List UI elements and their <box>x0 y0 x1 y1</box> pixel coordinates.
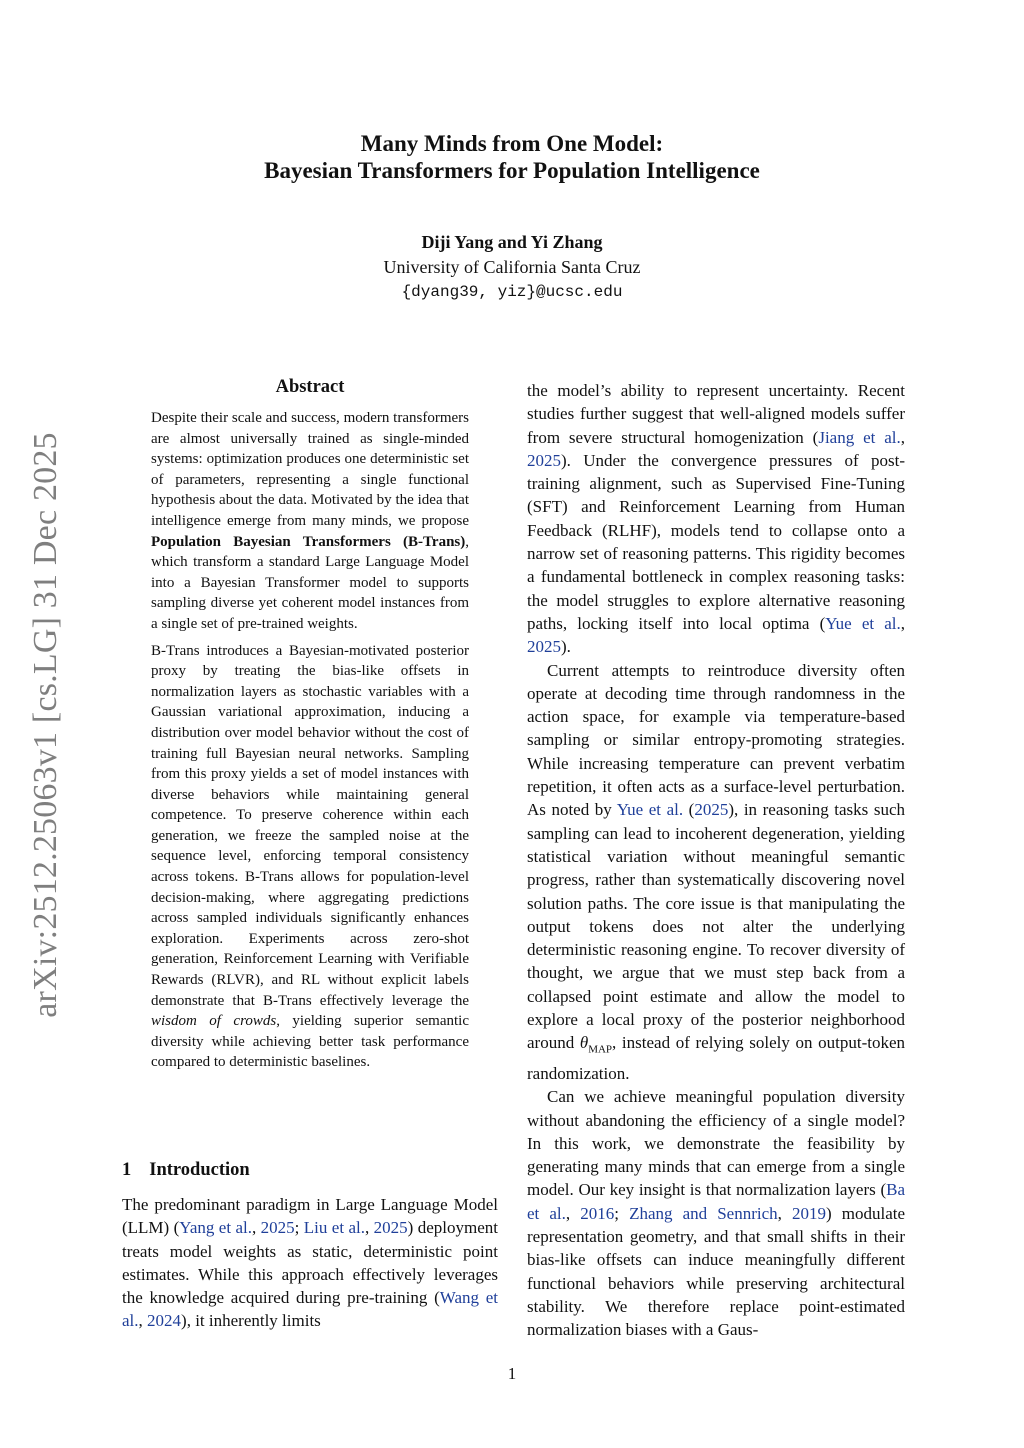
right-paragraph-2 <box>527 659 905 1086</box>
abstract-text: Despite their scale and success, modern transformers are almost universally trained as single-minded systems: optimization produces one deterministic set of parameters, representing a single functional hypothesis about the data. Motivated by the idea that intelligence emerge from many minds, we propose <box>151 410 469 529</box>
citation-link[interactable]: Yue et al. <box>616 800 684 820</box>
author-names: Diji Yang and Yi Zhang <box>421 232 603 252</box>
body-text: , <box>777 1203 792 1223</box>
abstract-section <box>151 377 469 1079</box>
citation-link[interactable]: Yue et al. <box>825 613 901 633</box>
abstract-text: B-Trans introduces a Bayesian-motivated posterior proxy by treating the bias-like offsets in normalization layers as stochastic variables with a Gaussian variational approximation, inducing a distribution over model behavior without the cost of training full Bayesian neural networks. Sampling from this proxy yields a set of model instances with diverse behaviors while maintaining general competence. To preserve coherence within each generation, we freeze the sampled noise at the sequence level, enforcing temporal consistency across tokens. B-Trans allows for population-level decision-making, where aggregating predictions across sampled individuals significantly enhances exploration. Experiments across zero-shot generation, Reinforcement Learning with Verifiable Rewards (RLVR), and RL without explicit labels demonstrate that B-Trans effectively leverage the <box>151 642 469 1009</box>
citation-link[interactable]: 2025 <box>527 637 561 657</box>
body-text: ), in reasoning tasks such sampling can lead to incoherent degeneration, yielding statistical variation without meaningful semantic progress, rather than systematically discovering novel solution paths. The core issue is that manipulating the output tokens does not alter the underlying deterministic reasoning engine. To recover diversity of thought, we argue that we must step back from a collapsed point estimate and allow the model to explore a local proxy of the posterior neighborhood around <box>527 800 905 1053</box>
citation-link[interactable]: Yang et al. <box>179 1218 252 1238</box>
section-number: 1 <box>122 1160 132 1180</box>
body-text: , instead of relying solely on output-token randomization. <box>527 1033 905 1083</box>
author-email: {dyang39, yiz}@ucsc.edu <box>401 283 623 301</box>
math-subscript: MAP <box>588 1043 613 1056</box>
body-text: , <box>900 613 905 633</box>
body-text: ) modulate representation geometry, and that small shifts in their bias-like offsets can induce meaningfully different functional behaviors while preserving architectural stability. We therefore replace point-estimated normalization biases with a Gaus- <box>527 1203 906 1340</box>
citation-link[interactable]: 2016 <box>580 1203 615 1223</box>
citation-link[interactable]: Ba et al. <box>527 1180 905 1223</box>
citation-link[interactable]: Liu et al. <box>303 1218 366 1238</box>
citation-link[interactable]: Zhang and Sennrich <box>629 1203 778 1223</box>
abstract-text: , which transform a standard Large Language Model into a Bayesian Transformer model to supports sampling diverse yet coherent model instances from a single set of pre-trained weights. <box>151 533 469 632</box>
section-title: Introduction <box>149 1160 250 1180</box>
citation-link[interactable]: 2025 <box>527 450 561 470</box>
body-text: Current attempts to reintroduce diversity often operate at decoding time through randomness in the action space, for example via temperature-based sampling or similar entropy-promoting strategies. While increasing temperature can prevent verbatim repetition, it often acts as a surface-level perturbation. As noted by <box>527 660 905 820</box>
body-text: the model’s ability to represent uncertainty. Recent studies further suggest that well-aligned models suffer from severe structural homogenization ( <box>527 381 905 447</box>
body-text: ) deployment treats model weights as static, deterministic point estimates. While this approach effectively leverages the knowledge acquired during pre-training ( <box>122 1218 498 1308</box>
right-column <box>527 379 905 1342</box>
intro-paragraph-1 <box>122 1193 498 1333</box>
body-text: , <box>900 427 905 447</box>
body-text: Can we achieve meaningful population diversity without abandoning the efficiency of a single model? In this work, we demonstrate the feasibility by generating many minds that can emerge from a single model. Our key insight is that normalization layers ( <box>527 1087 905 1200</box>
body-text: ), it inherently limits <box>181 1311 321 1331</box>
body-text: ). <box>561 637 571 657</box>
abstract-paragraph-1 <box>151 408 469 635</box>
page-number: 1 <box>507 1364 517 1383</box>
author-affiliation: University of California Santa Cruz <box>383 257 641 277</box>
citation-link[interactable]: 2025 <box>260 1218 295 1238</box>
citation-link[interactable]: 2025 <box>373 1218 408 1238</box>
body-text: The predominant paradigm in Large Language Model (LLM) ( <box>122 1195 498 1238</box>
right-paragraph-3 <box>527 1085 905 1341</box>
citation-link[interactable]: 2019 <box>792 1203 826 1223</box>
body-text: , <box>138 1311 148 1331</box>
abstract-paragraph-2 <box>151 641 469 1073</box>
method-name: Population Bayesian Transformers (B-Trans) <box>151 533 466 550</box>
body-text: ; <box>614 1203 630 1223</box>
emphasis-text: wisdom of crowds <box>151 1013 277 1030</box>
author-block <box>0 230 1024 305</box>
paper-title <box>0 130 1024 184</box>
abstract-text: , yielding superior semantic diversity while achieving better task performance compared to deterministic baselines. <box>151 1013 469 1071</box>
body-text: , <box>365 1218 374 1238</box>
title-line-1: Many Minds from One Model: <box>360 131 664 156</box>
citation-link[interactable]: 2024 <box>147 1311 182 1331</box>
title-line-2: Bayesian Transformers for Population Intelligence <box>264 158 760 183</box>
citation-link[interactable]: Jiang et al. <box>818 427 901 447</box>
math-symbol-theta: θ <box>579 1033 589 1053</box>
body-text: , <box>565 1203 581 1223</box>
arxiv-sidebar-stamp <box>22 420 70 1030</box>
citation-link[interactable]: 2025 <box>694 800 729 820</box>
body-text: ). Under the convergence pressures of post-training alignment, such as Supervised Fine-Tuning (SFT) and Reinforcement Learning from Human Feedback (RLHF), models tend to collapse onto a narrow set of reasoning patterns. This rigidity becomes a fundamental bottleneck in complex reasoning tasks: the model struggles to explore alternative reasoning paths, locking itself into local optima ( <box>527 450 905 633</box>
right-paragraph-1 <box>527 379 905 659</box>
abstract-heading: Abstract <box>275 377 345 397</box>
citation-link[interactable]: Wang et al. <box>122 1288 499 1331</box>
section-heading <box>122 1157 498 1183</box>
body-text: ; <box>294 1218 304 1238</box>
introduction-section <box>122 1157 498 1333</box>
arxiv-identifier: arXiv:2512.25063v1 [cs.LG] 31 Dec 2025 <box>27 432 64 1018</box>
body-text: ( <box>683 800 695 820</box>
body-text: , <box>252 1218 261 1238</box>
